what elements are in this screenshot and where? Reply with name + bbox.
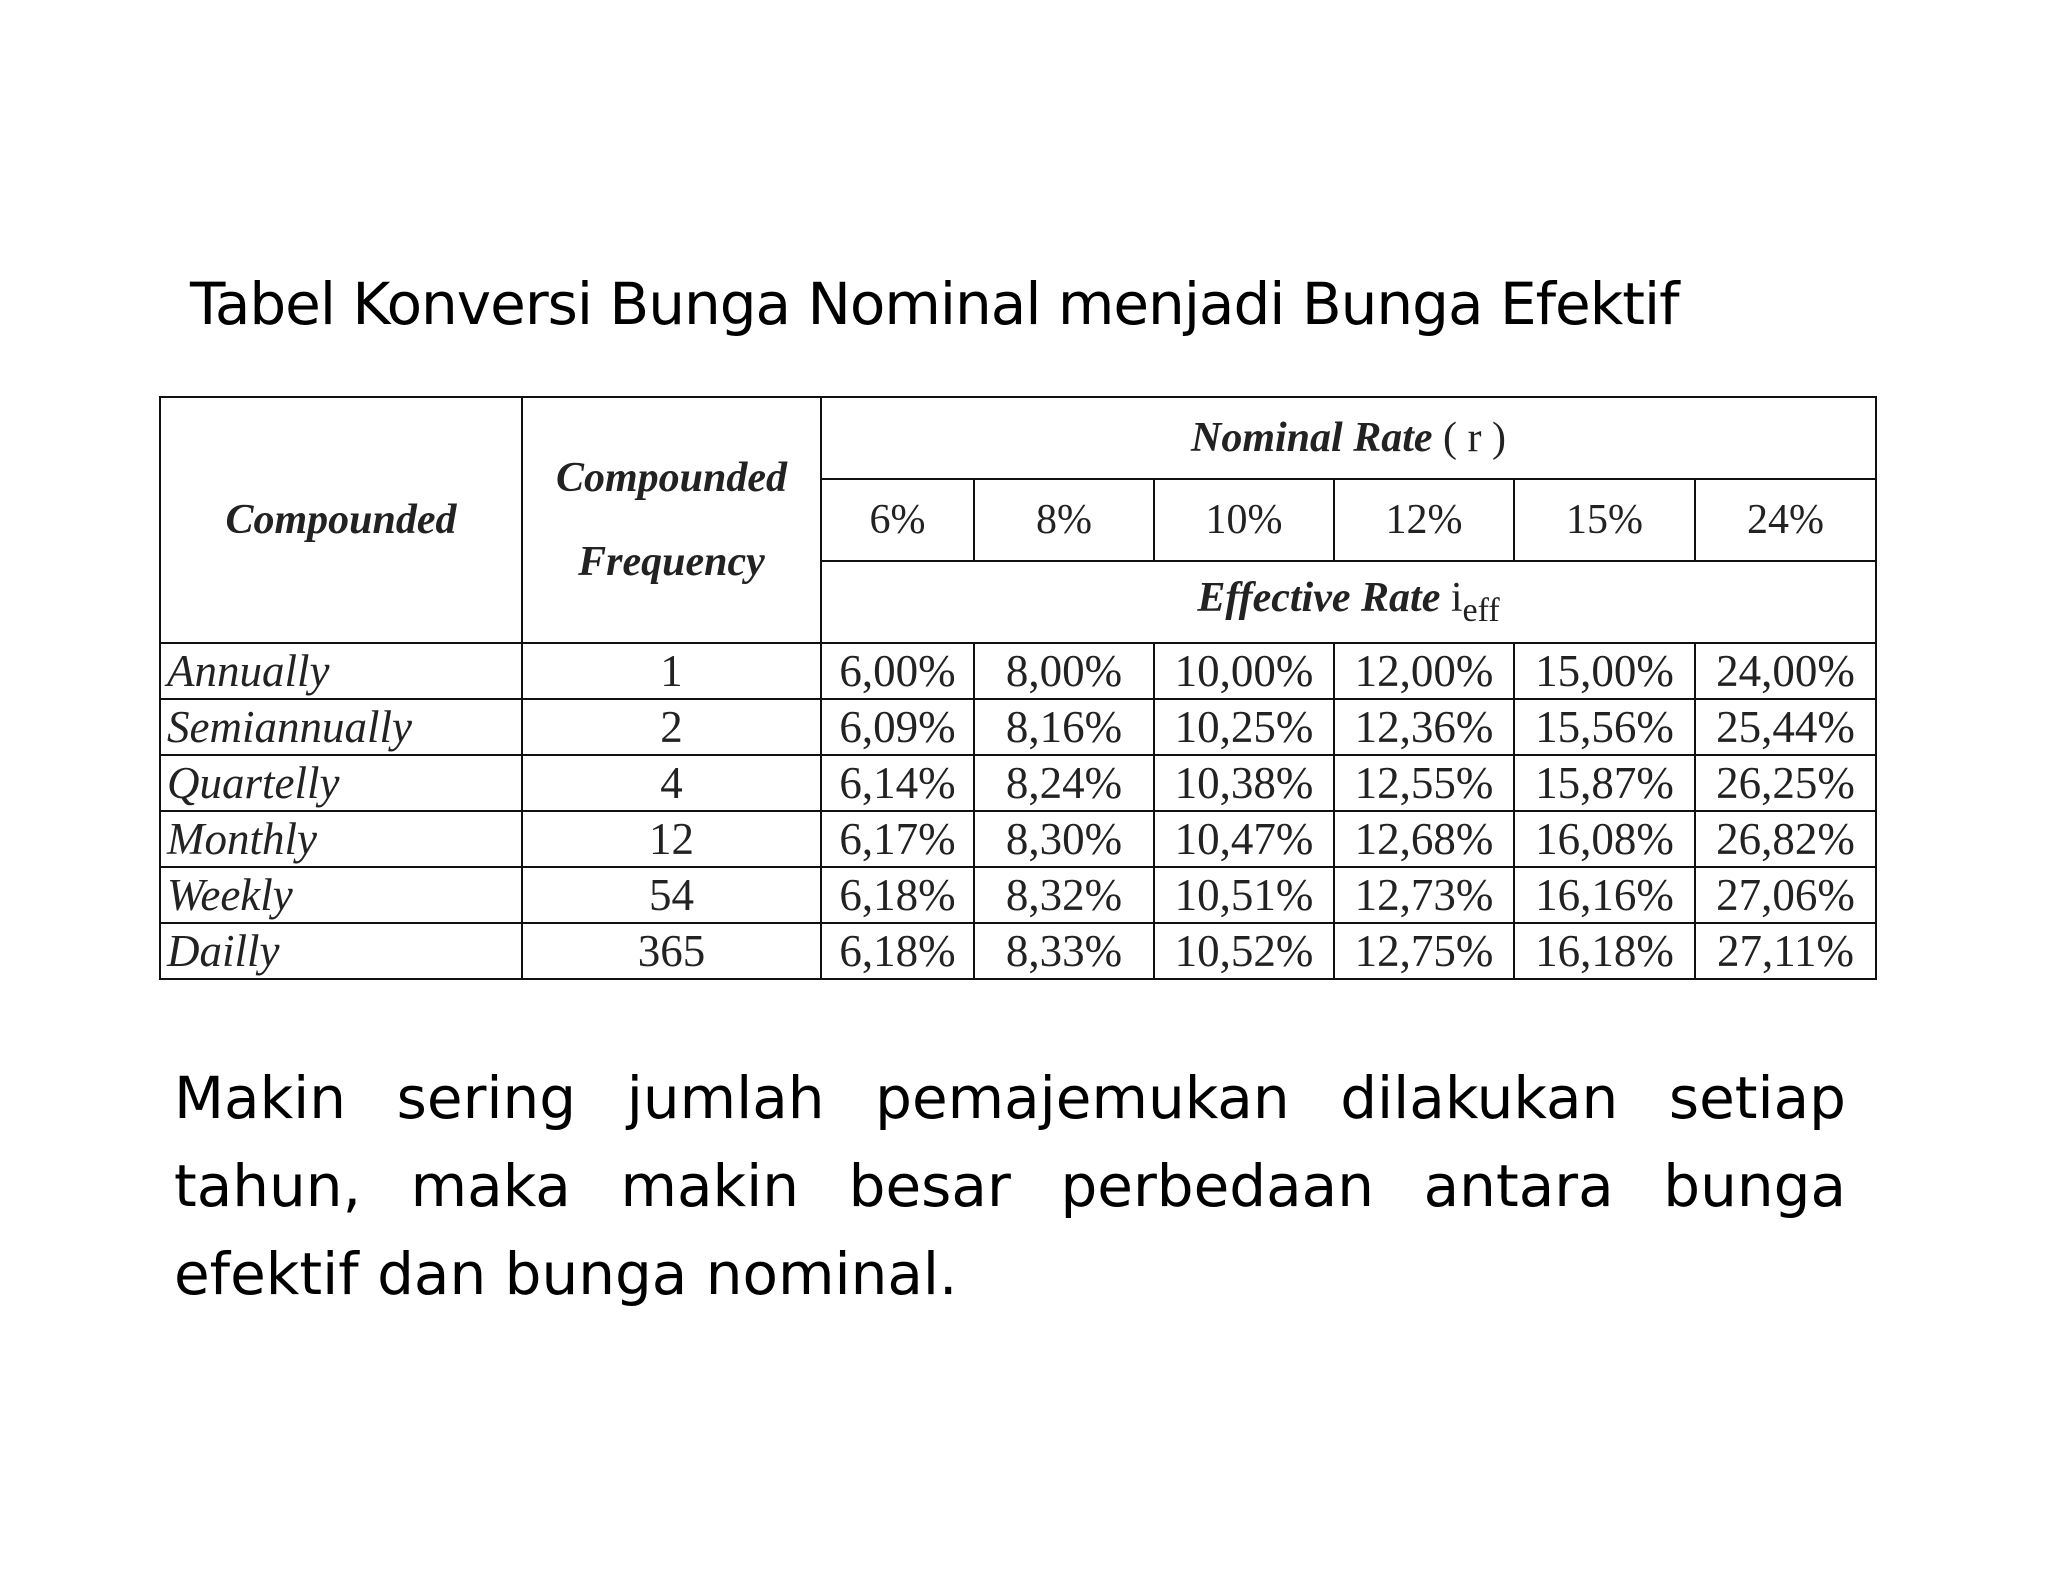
effective-rate-cell: 6,14% [821,755,974,811]
table-row [160,755,1876,811]
effective-rate-cell: 15,56% [1514,699,1695,755]
nominal-rate-cell: 10% [1154,479,1334,561]
effective-rate-cell: 10,38% [1154,755,1334,811]
effective-rate-cell: 15,87% [1514,755,1695,811]
table-row [160,867,1876,923]
effective-rate-cell: 26,82% [1695,811,1876,867]
table-row [160,699,1876,755]
effective-rate-cell: 26,25% [1695,755,1876,811]
effective-rate-cell: 27,06% [1695,867,1876,923]
effective-rate-cell: 24,00% [1695,643,1876,699]
frequency-cell: 54 [522,867,821,923]
effective-rate-cell: 8,32% [974,867,1154,923]
header-compounded: Compounded [160,397,522,643]
nominal-rate-cell: 8% [974,479,1154,561]
table-row [160,811,1876,867]
effective-rate-cell: 6,09% [821,699,974,755]
effective-rate-cell: 25,44% [1695,699,1876,755]
effective-rate-cell: 27,11% [1695,923,1876,979]
effective-rate-cell: 10,52% [1154,923,1334,979]
frequency-cell: 4 [522,755,821,811]
row-label: Quartelly [160,755,522,811]
slide-title: Tabel Konversi Bunga Nominal menjadi Bunga Efektif [190,270,1679,338]
effective-rate-cell: 8,16% [974,699,1154,755]
effective-rate-cell: 15,00% [1514,643,1695,699]
header-effective-label: Effective Rate [1197,574,1441,621]
effective-rate-cell: 10,47% [1154,811,1334,867]
effective-rate-cell: 8,30% [974,811,1154,867]
frequency-cell: 1 [522,643,821,699]
header-nominal-rate [821,397,1876,479]
row-label: Monthly [160,811,522,867]
row-label: Annually [160,643,522,699]
table-row [160,643,1876,699]
effective-rate-cell: 12,75% [1334,923,1514,979]
frequency-cell: 12 [522,811,821,867]
effective-rate-cell: 8,24% [974,755,1154,811]
effective-rate-cell: 10,25% [1154,699,1334,755]
header-frequency-line1: Compounded [555,455,788,501]
effective-rate-cell: 16,16% [1514,867,1695,923]
header-effective-subscript: eff [1462,591,1500,629]
effective-rate-cell: 6,17% [821,811,974,867]
effective-rate-cell: 6,18% [821,867,974,923]
effective-rate-cell: 6,00% [821,643,974,699]
header-nominal-symbol: ( r ) [1443,415,1507,461]
header-effective-rate [821,561,1876,643]
header-compounded-frequency [522,397,821,643]
effective-rate-cell: 6,18% [821,923,974,979]
nominal-rate-cell: 12% [1334,479,1514,561]
effective-rate-cell: 10,00% [1154,643,1334,699]
row-label: Weekly [160,867,522,923]
effective-rate-cell: 12,00% [1334,643,1514,699]
header-effective-symbol: i [1450,574,1463,621]
frequency-cell: 365 [522,923,821,979]
effective-rate-cell: 12,55% [1334,755,1514,811]
row-label: Dailly [160,923,522,979]
nominal-rate-cell: 6% [821,479,974,561]
effective-rate-cell: 12,36% [1334,699,1514,755]
header-frequency-line2: Frequency [578,539,765,585]
effective-rate-cell: 12,73% [1334,867,1514,923]
effective-rate-cell: 8,33% [974,923,1154,979]
conversion-table [159,396,1877,980]
effective-rate-cell: 12,68% [1334,811,1514,867]
effective-rate-cell: 16,18% [1514,923,1695,979]
effective-rate-cell: 8,00% [974,643,1154,699]
nominal-rate-cell: 15% [1514,479,1695,561]
effective-rate-cell: 16,08% [1514,811,1695,867]
nominal-rate-cell: 24% [1695,479,1876,561]
effective-rate-cell: 10,51% [1154,867,1334,923]
header-nominal-label: Nominal Rate [1191,415,1433,461]
table-row [160,923,1876,979]
frequency-cell: 2 [522,699,821,755]
body-paragraph: Makin sering jumlah pemajemukan dilakukan setiap tahun, maka makin besar perbedaan antara bunga efektif dan bunga nominal. [174,1064,1846,1308]
row-label: Semiannually [160,699,522,755]
